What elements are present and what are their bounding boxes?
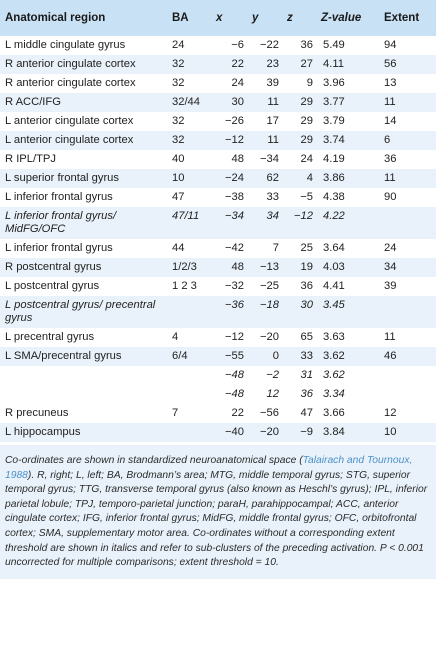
cell-region: L inferior frontal gyrus [5, 242, 113, 254]
cell-z: 25 [300, 242, 313, 254]
cell-ba: 1/2/3 [172, 261, 197, 273]
cell-region: L anterior cingulate cortex [5, 115, 134, 127]
cell-extent: 11 [384, 331, 396, 343]
header-z-label: z [287, 11, 293, 24]
cell-extent [380, 385, 436, 404]
cell-region: L SMA/precentral gyrus [5, 350, 122, 362]
cell-extent: 24 [384, 242, 397, 254]
table-row [0, 423, 436, 442]
header-y [248, 0, 283, 36]
cell-ba: 40 [172, 153, 185, 165]
cell-y: −20 [260, 426, 279, 438]
cell-region: R IPL/TPJ [5, 153, 56, 165]
cell-region: L postcentral gyrus/ precentral gyrus [5, 299, 156, 324]
cell-ba [168, 366, 212, 385]
cell-y: 23 [266, 58, 279, 70]
cell-x: −12 [225, 134, 244, 146]
cell-y: 33 [266, 191, 279, 203]
cell-region: R anterior cingulate cortex [5, 77, 136, 89]
cell-z: −9 [300, 426, 313, 438]
cell-zvalue: 3.45 [323, 299, 345, 311]
cell-region: L inferior frontal gyrus [5, 191, 113, 203]
cell-ba [168, 385, 212, 404]
cell-y: 39 [266, 77, 279, 89]
cell-ba [168, 296, 212, 328]
footnote-text-start: Co-ordinates are shown in standardized neuroanatomical space ( [5, 455, 303, 466]
cell-ba: 47/11 [172, 210, 200, 222]
cell-extent: 12 [384, 407, 397, 419]
cell-region: L precentral gyrus [5, 331, 95, 343]
cell-x: −42 [225, 242, 244, 254]
cell-region: L anterior cingulate cortex [5, 134, 134, 146]
cell-y: −25 [260, 280, 279, 292]
cell-y: 17 [266, 115, 279, 127]
cell-ba: 32 [172, 58, 185, 70]
cell-extent: 11 [384, 172, 396, 184]
cell-extent: 14 [384, 115, 397, 127]
cell-z: 24 [300, 153, 313, 165]
cell-extent: 13 [384, 77, 397, 89]
cell-y: 11 [267, 134, 279, 146]
cell-y: 0 [272, 350, 279, 362]
cell-y: −34 [260, 153, 279, 165]
cell-zvalue: 3.66 [323, 407, 345, 419]
cell-x: −40 [225, 426, 244, 438]
cell-ba: 47 [172, 191, 185, 203]
cell-y: −56 [260, 407, 279, 419]
cell-x: 30 [231, 96, 244, 108]
cell-zvalue: 3.62 [323, 350, 345, 362]
cell-region: R postcentral gyrus [5, 261, 102, 273]
cell-extent: 90 [384, 191, 397, 203]
cell-region [0, 385, 168, 404]
table-row [0, 385, 436, 404]
cell-zvalue: 3.63 [323, 331, 345, 343]
cell-y: 12 [266, 388, 279, 400]
cell-zvalue: 3.84 [323, 426, 345, 438]
table-row [0, 258, 436, 277]
cell-z: 36 [300, 39, 313, 51]
cell-region: L inferior frontal gyrus/ MidFG/OFC [5, 210, 117, 235]
cell-x: −32 [225, 280, 244, 292]
cell-x: −36 [225, 299, 244, 311]
cell-region [0, 366, 168, 385]
cell-extent: 34 [384, 261, 397, 273]
table-row [0, 169, 436, 188]
cell-ba: 44 [172, 242, 185, 254]
cell-z: 33 [300, 350, 313, 362]
cell-y: 34 [266, 210, 279, 222]
cell-ba [168, 423, 212, 442]
table-row [0, 74, 436, 93]
header-row [0, 0, 436, 36]
cell-ba: 7 [172, 407, 179, 419]
cell-x: −38 [225, 191, 244, 203]
table-row [0, 296, 436, 328]
cell-y: −20 [260, 331, 279, 343]
cell-z: 47 [300, 407, 313, 419]
cell-zvalue: 3.86 [323, 172, 345, 184]
cell-extent: 11 [384, 96, 396, 108]
cell-z: 19 [300, 261, 313, 273]
table-row [0, 36, 436, 55]
cell-zvalue: 3.77 [323, 96, 345, 108]
header-ba: BA [172, 11, 189, 24]
cell-x: −48 [225, 369, 244, 381]
header-x [212, 0, 248, 36]
cell-y: −22 [260, 39, 279, 51]
cell-extent: 36 [384, 153, 397, 165]
cell-zvalue: 3.34 [323, 388, 345, 400]
table-row [0, 93, 436, 112]
table-row [0, 328, 436, 347]
table-row [0, 404, 436, 423]
header-zvalue-label: Z-value [321, 11, 362, 24]
cell-zvalue: 3.74 [323, 134, 345, 146]
header-z [283, 0, 317, 36]
cell-extent [380, 207, 436, 239]
cell-zvalue: 4.22 [323, 210, 345, 222]
cell-zvalue: 4.03 [323, 261, 345, 273]
header-x-label: x [216, 11, 223, 24]
cell-z: 29 [300, 134, 313, 146]
cell-x: 24 [231, 77, 244, 89]
cell-zvalue: 4.38 [323, 191, 345, 203]
cell-zvalue: 3.64 [323, 242, 345, 254]
cell-ba: 32/44 [172, 96, 200, 108]
cell-z: 29 [300, 96, 313, 108]
cell-x: −26 [225, 115, 244, 127]
cell-ba: 1 2 3 [172, 280, 197, 292]
cell-region: L superior frontal gyrus [5, 172, 119, 184]
cell-z: 65 [300, 331, 313, 343]
cell-x: −34 [225, 210, 244, 222]
table-row [0, 188, 436, 207]
cell-x: −24 [225, 172, 244, 184]
cell-region: L hippocampus [5, 426, 81, 438]
cell-extent: 56 [384, 58, 397, 70]
cell-zvalue: 3.62 [323, 369, 345, 381]
cell-z: 4 [306, 172, 313, 184]
table-header [0, 0, 436, 36]
cell-extent: 10 [384, 426, 397, 438]
cell-region: R ACC/IFG [5, 96, 61, 108]
cell-x: −12 [225, 331, 244, 343]
table-row [0, 366, 436, 385]
cell-region: L postcentral gyrus [5, 280, 100, 292]
table-row [0, 150, 436, 169]
header-y-label: y [252, 11, 259, 24]
table-row [0, 131, 436, 150]
cell-extent [380, 366, 436, 385]
cell-extent: 39 [384, 280, 397, 292]
cell-zvalue: 3.79 [323, 115, 345, 127]
cell-y: 7 [272, 242, 279, 254]
cell-region: L middle cingulate gyrus [5, 39, 126, 51]
header-zvalue [317, 0, 380, 36]
cell-extent: 94 [384, 39, 397, 51]
cell-extent: 46 [384, 350, 397, 362]
footnote-text-end: ). R, right; L, left; BA, Brodmann’s area; MTG, middle temporal gyrus; STG, superior temporal gyrus; TTG, transverse temporal gyrus (also known as Heschl’s gyrus); IPL, inferior parietal lobule; TPJ, temporo-parietal junction; paraH, parahippocampal; ACC, anterior cingulate cortex; IFG, inferior frontal gyrus; MidFG, middle frontal gyrus; OFC, orbitofrontal cortex; SMA, supplementary motor area. Co-ordinates without a corresponding extent threshold are shown in italics and refer to sub-clusters of the preceding activation. P < 0.001 uncorrected for multiple comparisons; extent threshold = 10. [5, 469, 428, 569]
cell-x: −55 [225, 350, 244, 362]
cell-zvalue: 4.19 [323, 153, 345, 165]
cell-z: −5 [300, 191, 313, 203]
cell-z: 9 [306, 77, 313, 89]
header-extent: Extent [384, 11, 420, 24]
table-row [0, 112, 436, 131]
cell-y: 62 [266, 172, 279, 184]
cell-zvalue: 4.41 [323, 280, 345, 292]
cell-ba: 6/4 [172, 350, 188, 362]
cell-extent: 6 [384, 134, 391, 146]
cell-ba: 32 [172, 134, 185, 146]
cell-z: 29 [300, 115, 313, 127]
cell-ba: 10 [172, 172, 185, 184]
header-region: Anatomical region [5, 11, 106, 24]
cell-y: −2 [266, 369, 279, 381]
cell-z: 36 [300, 280, 313, 292]
table-row [0, 347, 436, 366]
cell-zvalue: 4.11 [323, 58, 344, 70]
cell-x: 48 [231, 153, 244, 165]
cell-x: 22 [231, 58, 244, 70]
cell-z: 36 [300, 388, 313, 400]
cell-z: 27 [300, 58, 313, 70]
cell-zvalue: 3.96 [323, 77, 345, 89]
cell-y: 11 [267, 96, 279, 108]
cell-ba: 24 [172, 39, 185, 51]
cell-ba: 4 [172, 331, 179, 343]
cell-x: 22 [231, 407, 244, 419]
table-footnote [0, 445, 436, 579]
cell-ba: 32 [172, 77, 185, 89]
cell-z: −12 [294, 210, 313, 222]
cell-z: 30 [300, 299, 313, 311]
table-body [0, 36, 436, 442]
citation-link[interactable]: Talairach and Tournoux, 1988 [5, 455, 413, 481]
cell-x: −6 [231, 39, 244, 51]
table-row [0, 207, 436, 239]
cell-zvalue: 5.49 [323, 39, 345, 51]
cell-z: 31 [300, 369, 313, 381]
cell-y: −18 [260, 299, 279, 311]
table-row [0, 277, 436, 296]
cell-ba: 32 [172, 115, 185, 127]
table-row [0, 55, 436, 74]
cell-extent [380, 296, 436, 328]
cell-x: −48 [225, 388, 244, 400]
cell-x: 48 [231, 261, 244, 273]
cell-region: R anterior cingulate cortex [5, 58, 136, 70]
cell-y: −13 [260, 261, 279, 273]
table-row [0, 239, 436, 258]
cell-region: R precuneus [5, 407, 69, 419]
